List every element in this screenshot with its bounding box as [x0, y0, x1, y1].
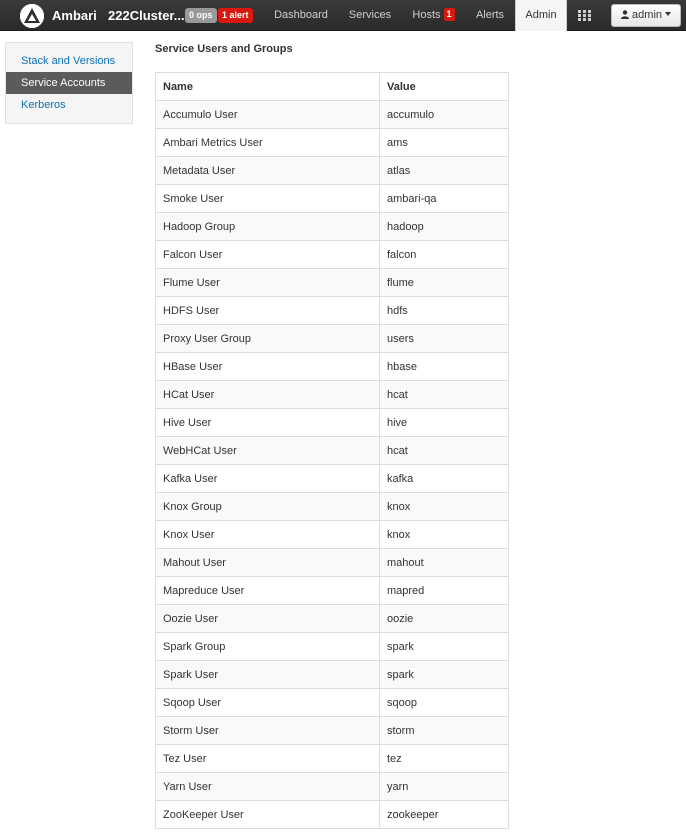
- top-navbar: [0, 0, 686, 31]
- account-name-cell: Ambari Metrics User: [156, 129, 380, 157]
- account-name-cell: Knox Group: [156, 493, 380, 521]
- account-name-cell: Flume User: [156, 269, 380, 297]
- hosts-alert-badge: 1: [444, 8, 455, 21]
- account-value-cell: ams: [380, 129, 509, 157]
- column-header-value: Value: [380, 73, 509, 101]
- table-row: [156, 633, 509, 661]
- table-row: [156, 353, 509, 381]
- account-value-cell: atlas: [380, 157, 509, 185]
- account-value-cell: flume: [380, 269, 509, 297]
- service-accounts-table: [155, 72, 509, 829]
- account-value-cell: hbase: [380, 353, 509, 381]
- account-value-cell: ambari-qa: [380, 185, 509, 213]
- nav-dashboard[interactable]: Dashboard: [274, 9, 328, 21]
- account-value-cell: falcon: [380, 241, 509, 269]
- table-row: [156, 157, 509, 185]
- cluster-name[interactable]: 222Cluster...: [108, 8, 185, 23]
- views-grid-icon[interactable]: [578, 10, 591, 21]
- account-name-cell: Yarn User: [156, 773, 380, 801]
- table-row: [156, 549, 509, 577]
- ops-badge[interactable]: 0 ops: [185, 8, 217, 23]
- account-name-cell: Mapreduce User: [156, 577, 380, 605]
- table-row: [156, 717, 509, 745]
- table-row: [156, 297, 509, 325]
- account-name-cell: Proxy User Group: [156, 325, 380, 353]
- account-name-cell: Mahout User: [156, 549, 380, 577]
- table-row: [156, 801, 509, 829]
- account-name-cell: Knox User: [156, 521, 380, 549]
- user-menu-label: admin: [632, 9, 663, 21]
- table-row: [156, 493, 509, 521]
- account-value-cell: accumulo: [380, 101, 509, 129]
- table-row: [156, 577, 509, 605]
- account-name-cell: Hadoop Group: [156, 213, 380, 241]
- account-value-cell: storm: [380, 717, 509, 745]
- account-value-cell: users: [380, 325, 509, 353]
- account-name-cell: HBase User: [156, 353, 380, 381]
- chevron-down-icon: [665, 12, 671, 16]
- account-value-cell: spark: [380, 633, 509, 661]
- alert-badge[interactable]: 1 alert: [218, 8, 253, 23]
- account-value-cell: sqoop: [380, 689, 509, 717]
- account-name-cell: Smoke User: [156, 185, 380, 213]
- admin-sidebar: [5, 42, 133, 124]
- nav-hosts-label: Hosts: [412, 9, 441, 21]
- nav-admin[interactable]: Admin: [515, 0, 567, 31]
- account-name-cell: WebHCat User: [156, 437, 380, 465]
- table-row: [156, 325, 509, 353]
- account-value-cell: spark: [380, 661, 509, 689]
- account-name-cell: Oozie User: [156, 605, 380, 633]
- account-value-cell: knox: [380, 521, 509, 549]
- account-value-cell: zookeeper: [380, 801, 509, 829]
- account-value-cell: kafka: [380, 465, 509, 493]
- table-row: [156, 745, 509, 773]
- sidebar-item-kerberos[interactable]: Kerberos: [21, 99, 66, 111]
- account-name-cell: HDFS User: [156, 297, 380, 325]
- table-row: [156, 521, 509, 549]
- page-title: Service Users and Groups: [155, 43, 293, 55]
- user-menu-button[interactable]: [611, 4, 681, 27]
- account-name-cell: Spark User: [156, 661, 380, 689]
- nav-services[interactable]: Services: [348, 9, 392, 21]
- nav-alerts[interactable]: Alerts: [475, 9, 505, 21]
- account-name-cell: Metadata User: [156, 157, 380, 185]
- table-row: [156, 185, 509, 213]
- table-row: [156, 409, 509, 437]
- table-row: [156, 241, 509, 269]
- account-value-cell: hcat: [380, 437, 509, 465]
- account-value-cell: hive: [380, 409, 509, 437]
- account-name-cell: Sqoop User: [156, 689, 380, 717]
- account-name-cell: ZooKeeper User: [156, 801, 380, 829]
- account-name-cell: Spark Group: [156, 633, 380, 661]
- table-row: [156, 465, 509, 493]
- table-row: [156, 437, 509, 465]
- account-name-cell: Kafka User: [156, 465, 380, 493]
- account-value-cell: hdfs: [380, 297, 509, 325]
- column-header-name: Name: [156, 73, 380, 101]
- account-name-cell: Falcon User: [156, 241, 380, 269]
- table-row: [156, 269, 509, 297]
- account-value-cell: mahout: [380, 549, 509, 577]
- account-name-cell: Storm User: [156, 717, 380, 745]
- account-value-cell: mapred: [380, 577, 509, 605]
- brand-name[interactable]: Ambari: [52, 8, 97, 23]
- ambari-logo-icon: [20, 4, 44, 28]
- account-name-cell: Tez User: [156, 745, 380, 773]
- sidebar-item-stack-and-versions[interactable]: Stack and Versions: [21, 55, 116, 67]
- account-name-cell: Hive User: [156, 409, 380, 437]
- table-row: [156, 381, 509, 409]
- table-row: [156, 773, 509, 801]
- user-icon: [621, 10, 629, 19]
- account-value-cell: oozie: [380, 605, 509, 633]
- sidebar-item-service-accounts[interactable]: Service Accounts: [6, 72, 132, 94]
- table-row: [156, 605, 509, 633]
- table-row: [156, 129, 509, 157]
- account-value-cell: knox: [380, 493, 509, 521]
- table-body: [156, 101, 509, 829]
- account-name-cell: Accumulo User: [156, 101, 380, 129]
- account-value-cell: yarn: [380, 773, 509, 801]
- table-row: [156, 689, 509, 717]
- account-value-cell: hadoop: [380, 213, 509, 241]
- table-row: [156, 213, 509, 241]
- nav-hosts[interactable]: [403, 0, 464, 31]
- table-row: [156, 101, 509, 129]
- ambari-logo[interactable]: [20, 4, 44, 28]
- table-row: [156, 661, 509, 689]
- account-value-cell: hcat: [380, 381, 509, 409]
- table-header-row: [156, 73, 509, 101]
- account-name-cell: HCat User: [156, 381, 380, 409]
- account-value-cell: tez: [380, 745, 509, 773]
